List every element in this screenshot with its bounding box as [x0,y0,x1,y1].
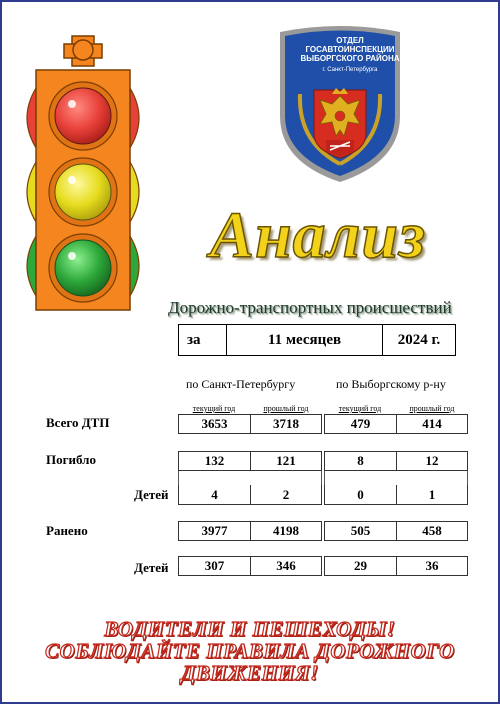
values-district-total [324,414,468,434]
value-cell: 132 [204,453,225,468]
colhead-district-previous: прошлый год [409,404,455,413]
value-cell: 121 [250,452,321,470]
period-box [178,324,456,356]
connector-line [324,471,325,485]
value-cell: 2 [250,485,321,504]
emblem-line-4: г. Санкт-Петербурга [322,67,378,73]
values-spb-injured-children [178,556,322,576]
value-cell: 12 [396,452,467,470]
region-district: по Выборгскому р-ну [336,377,446,391]
traffic-light-icon [14,30,154,320]
connector-line [321,471,322,485]
values-district-injured-children [324,556,468,576]
emblem-line-2: ГОСАВТОИНСПЕКЦИИ [305,45,395,54]
value-cell: 29 [354,558,367,573]
value-cell: 3718 [250,415,321,433]
values-spb-killed [178,451,322,471]
value-cell: 458 [396,522,467,540]
value-cell: 3977 [201,523,228,538]
value-cell: 414 [396,415,467,433]
emblem-line-3: ВЫБОРГСКОГО РАЙОНА [300,54,400,63]
values-spb-total [178,414,322,434]
slogan-line-3: ДВИЖЕНИЯ! [181,661,319,685]
colhead-district-current: текущий год [338,404,382,413]
row-label-injured-children: Детей [134,560,169,575]
connector-line [178,471,179,485]
value-cell: 0 [357,486,364,502]
row-label-total: Всего ДТП [46,415,110,430]
row-label-injured: Ранено [46,523,88,538]
values-spb-killed-children [178,485,322,505]
value-cell: 1 [396,485,467,504]
page-title: Анализ [210,199,426,272]
value-cell: 505 [350,523,371,538]
connector-line [467,471,468,485]
row-label-killed: Погибло [46,452,96,467]
period-prefix: за [179,325,227,355]
row-label-killed-children: Детей [134,487,169,502]
value-cell: 36 [396,557,467,575]
value-cell: 479 [350,416,371,431]
slogan-line-2: СОБЛЮДАЙТЕ ПРАВИЛА ДОРОЖНОГО [45,639,455,663]
emblem-line-1: ОТДЕЛ [336,36,364,45]
colhead-spb-current: текущий год [192,404,236,413]
slogan-line-1: ВОДИТЕЛИ И ПЕШЕХОДЫ! [104,617,396,641]
region-spb: по Санкт-Петербургу [186,377,296,391]
value-cell: 4 [211,486,218,502]
value-cell: 4198 [250,522,321,540]
colhead-spb-previous: прошлый год [263,404,309,413]
values-district-injured [324,521,468,541]
values-spb-injured [178,521,322,541]
period-year: 2024 г. [397,331,441,348]
value-cell: 346 [250,557,321,575]
values-district-killed-children [324,485,468,505]
value-cell: 3653 [201,416,228,431]
value-cell: 8 [357,453,364,468]
values-district-killed [324,451,468,471]
page-subtitle: Дорожно-транспортных происшествий [168,298,452,317]
period-months: 11 месяцев [227,325,383,355]
value-cell: 307 [204,558,225,573]
